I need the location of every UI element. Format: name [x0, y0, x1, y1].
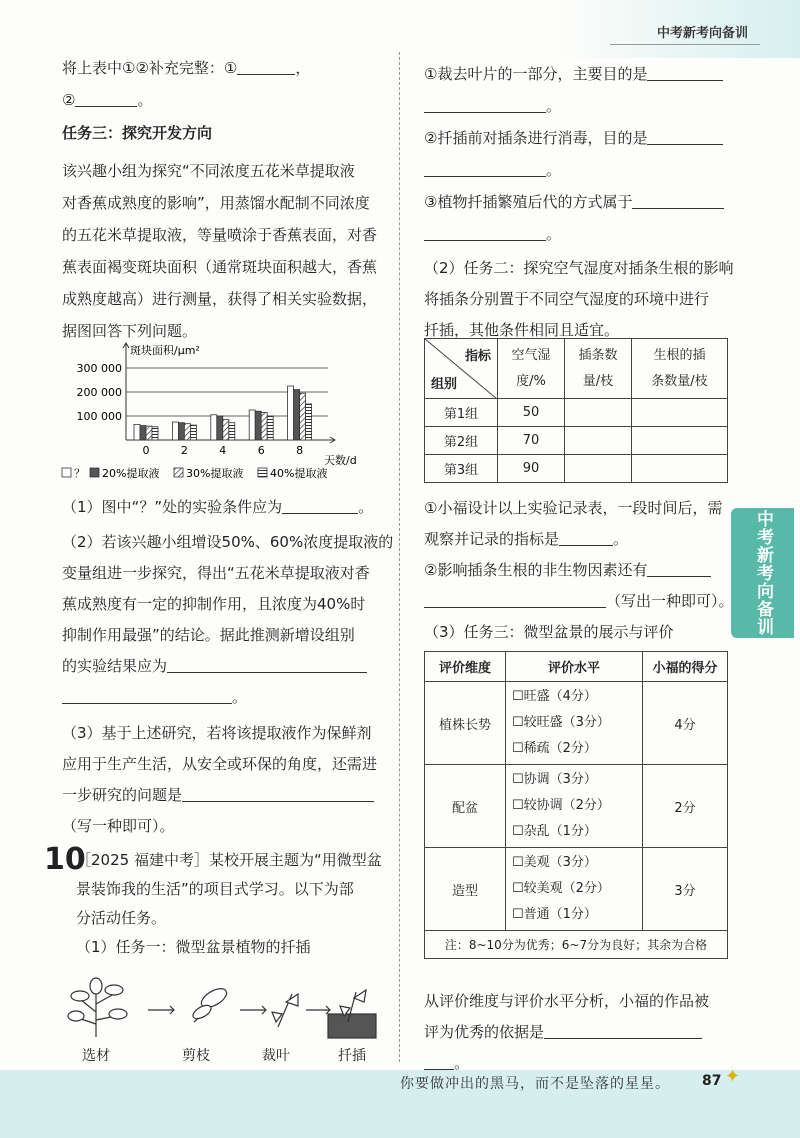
legend-label: 40%提取液	[270, 467, 328, 480]
checkbox-option[interactable]: ☐协调（3分）	[512, 772, 597, 787]
column-header: 评价维度	[425, 652, 506, 682]
bar	[152, 427, 158, 440]
bar	[184, 424, 190, 440]
task3-title: 任务三：探究开发方向	[62, 124, 213, 142]
q1: （1）图中“？”处的实验条件应为 。	[62, 498, 374, 516]
arrow-icon	[148, 1006, 174, 1014]
bar	[255, 411, 261, 440]
y-tick-label: 100 000	[76, 410, 122, 423]
x-tick-label: 2	[180, 444, 188, 457]
bar	[211, 415, 217, 440]
step-label: 剪枝	[182, 1048, 210, 1064]
bar	[140, 426, 146, 440]
q2: （2）若该兴趣小组增设50%、60%浓度提取液的 变量组进一步探究，得出“五花米草提取液对香 蕉成熟度有一定的抑制作用，且浓度为40%时 抑制作用最强”的结论。据此推测新增设组别 的实验结果应为 。	[62, 533, 394, 706]
bar	[261, 412, 267, 440]
q3: （3）基于上述研究，若将该提取液作为保鲜剂 应用于生产生活，从安全或环保的角度，还需进 一步研究的问题是 （写一种即可）。	[62, 724, 378, 835]
bar	[249, 410, 255, 440]
bar-chart	[60, 340, 380, 490]
table-corner: 指标 组别	[425, 339, 498, 399]
task2-intro: （2）任务二：探究空气湿度对插条生根的影响 将插条分别置于不同空气湿度的环境中进行 扦插，其他条件相同且适宜。	[424, 259, 734, 339]
answer-blank[interactable]	[424, 161, 546, 177]
step-label: 选材	[82, 1048, 110, 1064]
star-icon: ✦	[725, 1066, 741, 1087]
task1-questions: ①裁去叶片的一部分，主要目的是 。 ②扦插前对插条进行消毒，目的是 。 ③植物扦插繁殖后代的方式属于 。	[424, 58, 724, 250]
cutting-process-illustration	[66, 972, 386, 1042]
header-title: 中考新考向备训	[656, 26, 748, 41]
answer-blank[interactable]	[182, 786, 374, 802]
x-tick-label: 0	[142, 444, 150, 457]
step-label: 裁叶	[262, 1048, 290, 1064]
answer-blank[interactable]	[62, 688, 232, 704]
answer-blank[interactable]	[424, 225, 546, 241]
bar	[229, 423, 235, 440]
legend-label: 30%提取液	[186, 467, 244, 480]
y-tick-label: 200 000	[76, 386, 122, 399]
step-label: 扦插	[338, 1048, 366, 1064]
evaluation-table	[424, 651, 728, 959]
legend-swatch	[62, 468, 71, 477]
humidity-table	[424, 338, 728, 483]
header-rule	[610, 44, 760, 45]
bar	[146, 426, 152, 440]
table-row: 配盆 ☐协调（3分） ☐较协调（2分） ☐杂乱（1分） 2分	[425, 765, 728, 848]
table-row: 造型 ☐美观（3分） ☐较美观（2分） ☐普通（1分） 3分	[425, 848, 728, 931]
table-row: 第1组 50	[425, 399, 728, 427]
column-divider	[399, 52, 400, 1062]
table-row: 第2组 70	[425, 427, 728, 455]
answer-blank[interactable]	[647, 129, 723, 145]
bar	[172, 422, 178, 440]
q10-stem: ［2025 福建中考］某校开展主题为“用微型盆 景装饰我的生活”的项目式学习。以下为部 分活动任务。 （1）任务一：微型盆景植物的扦插	[76, 851, 382, 956]
answer-blank[interactable]	[424, 592, 606, 608]
answer-blank[interactable]	[75, 91, 137, 107]
task2-questions: ①小福设计以上实验记录表，一段时间后，需 观察并记录的指标是 。 ②影响插条生根的非生物因素还有 （写出一种即可）。 （3）任务三：微型盆景的展示与评价	[424, 499, 734, 641]
table-note: 注：8~10分为优秀；6~7分为良好；其余为合格	[425, 931, 728, 959]
column-header: 小福的得分	[643, 652, 728, 682]
answer-blank[interactable]	[559, 530, 613, 546]
checkbox-option[interactable]: ☐旺盛（4分）	[512, 689, 597, 704]
legend-label: ？	[74, 467, 85, 480]
answer-blank[interactable]	[632, 193, 724, 209]
x-tick-label: 6	[257, 444, 265, 457]
table-row: 植株长势 ☐旺盛（4分） ☐较旺盛（3分） ☐稀疏（2分） 4分	[425, 682, 728, 765]
answer-blank[interactable]	[282, 498, 358, 514]
legend-swatch	[258, 468, 267, 477]
table-row: 第3组 90	[425, 455, 728, 483]
x-tick-label: 4	[219, 444, 227, 457]
page-number: 87	[702, 1073, 722, 1089]
column-header: 空气湿 度/%	[498, 339, 565, 399]
column-header: 插条数 量/枝	[564, 339, 631, 399]
bar	[217, 416, 223, 440]
bar	[306, 404, 312, 440]
checkbox-option[interactable]: ☐美观（3分）	[512, 855, 597, 870]
legend-label: 20%提取液	[102, 467, 160, 480]
bar	[288, 386, 294, 440]
bar	[300, 393, 306, 440]
bar	[178, 423, 184, 440]
checkbox-option[interactable]: ☐较美观（2分）	[512, 881, 610, 896]
task3-paragraph: 该兴趣小组为探究“不同浓度五花米草提取液 对香蕉成熟度的影响”，用蒸馏水配制不同浓度 的五花米草提取液，等量喷涂于香蕉表面，对香 蕉表面褐变斑块面积（通常斑块面积越大，香蕉 成熟度越高）进行测量，获得了相关实验数据， 据图回答下列问题。	[62, 162, 378, 340]
answer-blank[interactable]	[424, 1054, 454, 1070]
footer-motto: 你要做冲出的黑马，而不是坠落的星星。	[400, 1076, 670, 1092]
column-header: 生根的插 条数量/枝	[631, 339, 727, 399]
bar	[294, 390, 300, 440]
checkbox-option[interactable]: ☐较旺盛（3分）	[512, 715, 610, 730]
arrow-icon	[306, 1006, 330, 1014]
side-tab[interactable]: 中考新考向备训	[731, 508, 794, 638]
left-line-1: 将上表中①②补充完整：① ，	[62, 59, 311, 77]
question-number: 10	[44, 842, 86, 877]
x-tick-label: 8	[296, 444, 304, 457]
legend-swatch	[90, 468, 99, 477]
answer-blank[interactable]	[237, 59, 295, 75]
final-question: 从评价维度与评价水平分析，小福的作品被 评为优秀的依据是 。	[424, 992, 710, 1072]
column-header: 评价水平	[506, 652, 643, 682]
plant-select-icon	[68, 978, 127, 1037]
checkbox-option[interactable]: ☐普通（1分）	[512, 907, 597, 922]
y-tick-label: 300 000	[76, 362, 122, 375]
checkbox-option[interactable]: ☐稀疏（2分）	[512, 741, 597, 756]
bar	[190, 425, 196, 440]
answer-blank[interactable]	[167, 657, 367, 673]
answer-blank[interactable]	[544, 1023, 702, 1039]
legend-swatch	[174, 468, 183, 477]
answer-blank[interactable]	[647, 561, 711, 577]
bar	[267, 416, 273, 440]
answer-blank[interactable]	[647, 65, 723, 81]
arrow-icon	[240, 1006, 266, 1014]
bar	[223, 420, 229, 440]
checkbox-option[interactable]: ☐较协调（2分）	[512, 798, 610, 813]
planted-cutting-icon	[328, 990, 376, 1038]
y-axis-label: 斑块面积/μm²	[130, 344, 200, 357]
cut-branch-icon	[191, 985, 230, 1022]
checkbox-option[interactable]: ☐杂乱（1分）	[512, 824, 597, 839]
answer-blank[interactable]	[424, 97, 546, 113]
bar	[134, 424, 140, 440]
x-axis-label: 天数/d	[324, 454, 357, 467]
trimmed-leaf-icon	[272, 994, 298, 1027]
left-line-2: ② 。	[62, 91, 153, 109]
